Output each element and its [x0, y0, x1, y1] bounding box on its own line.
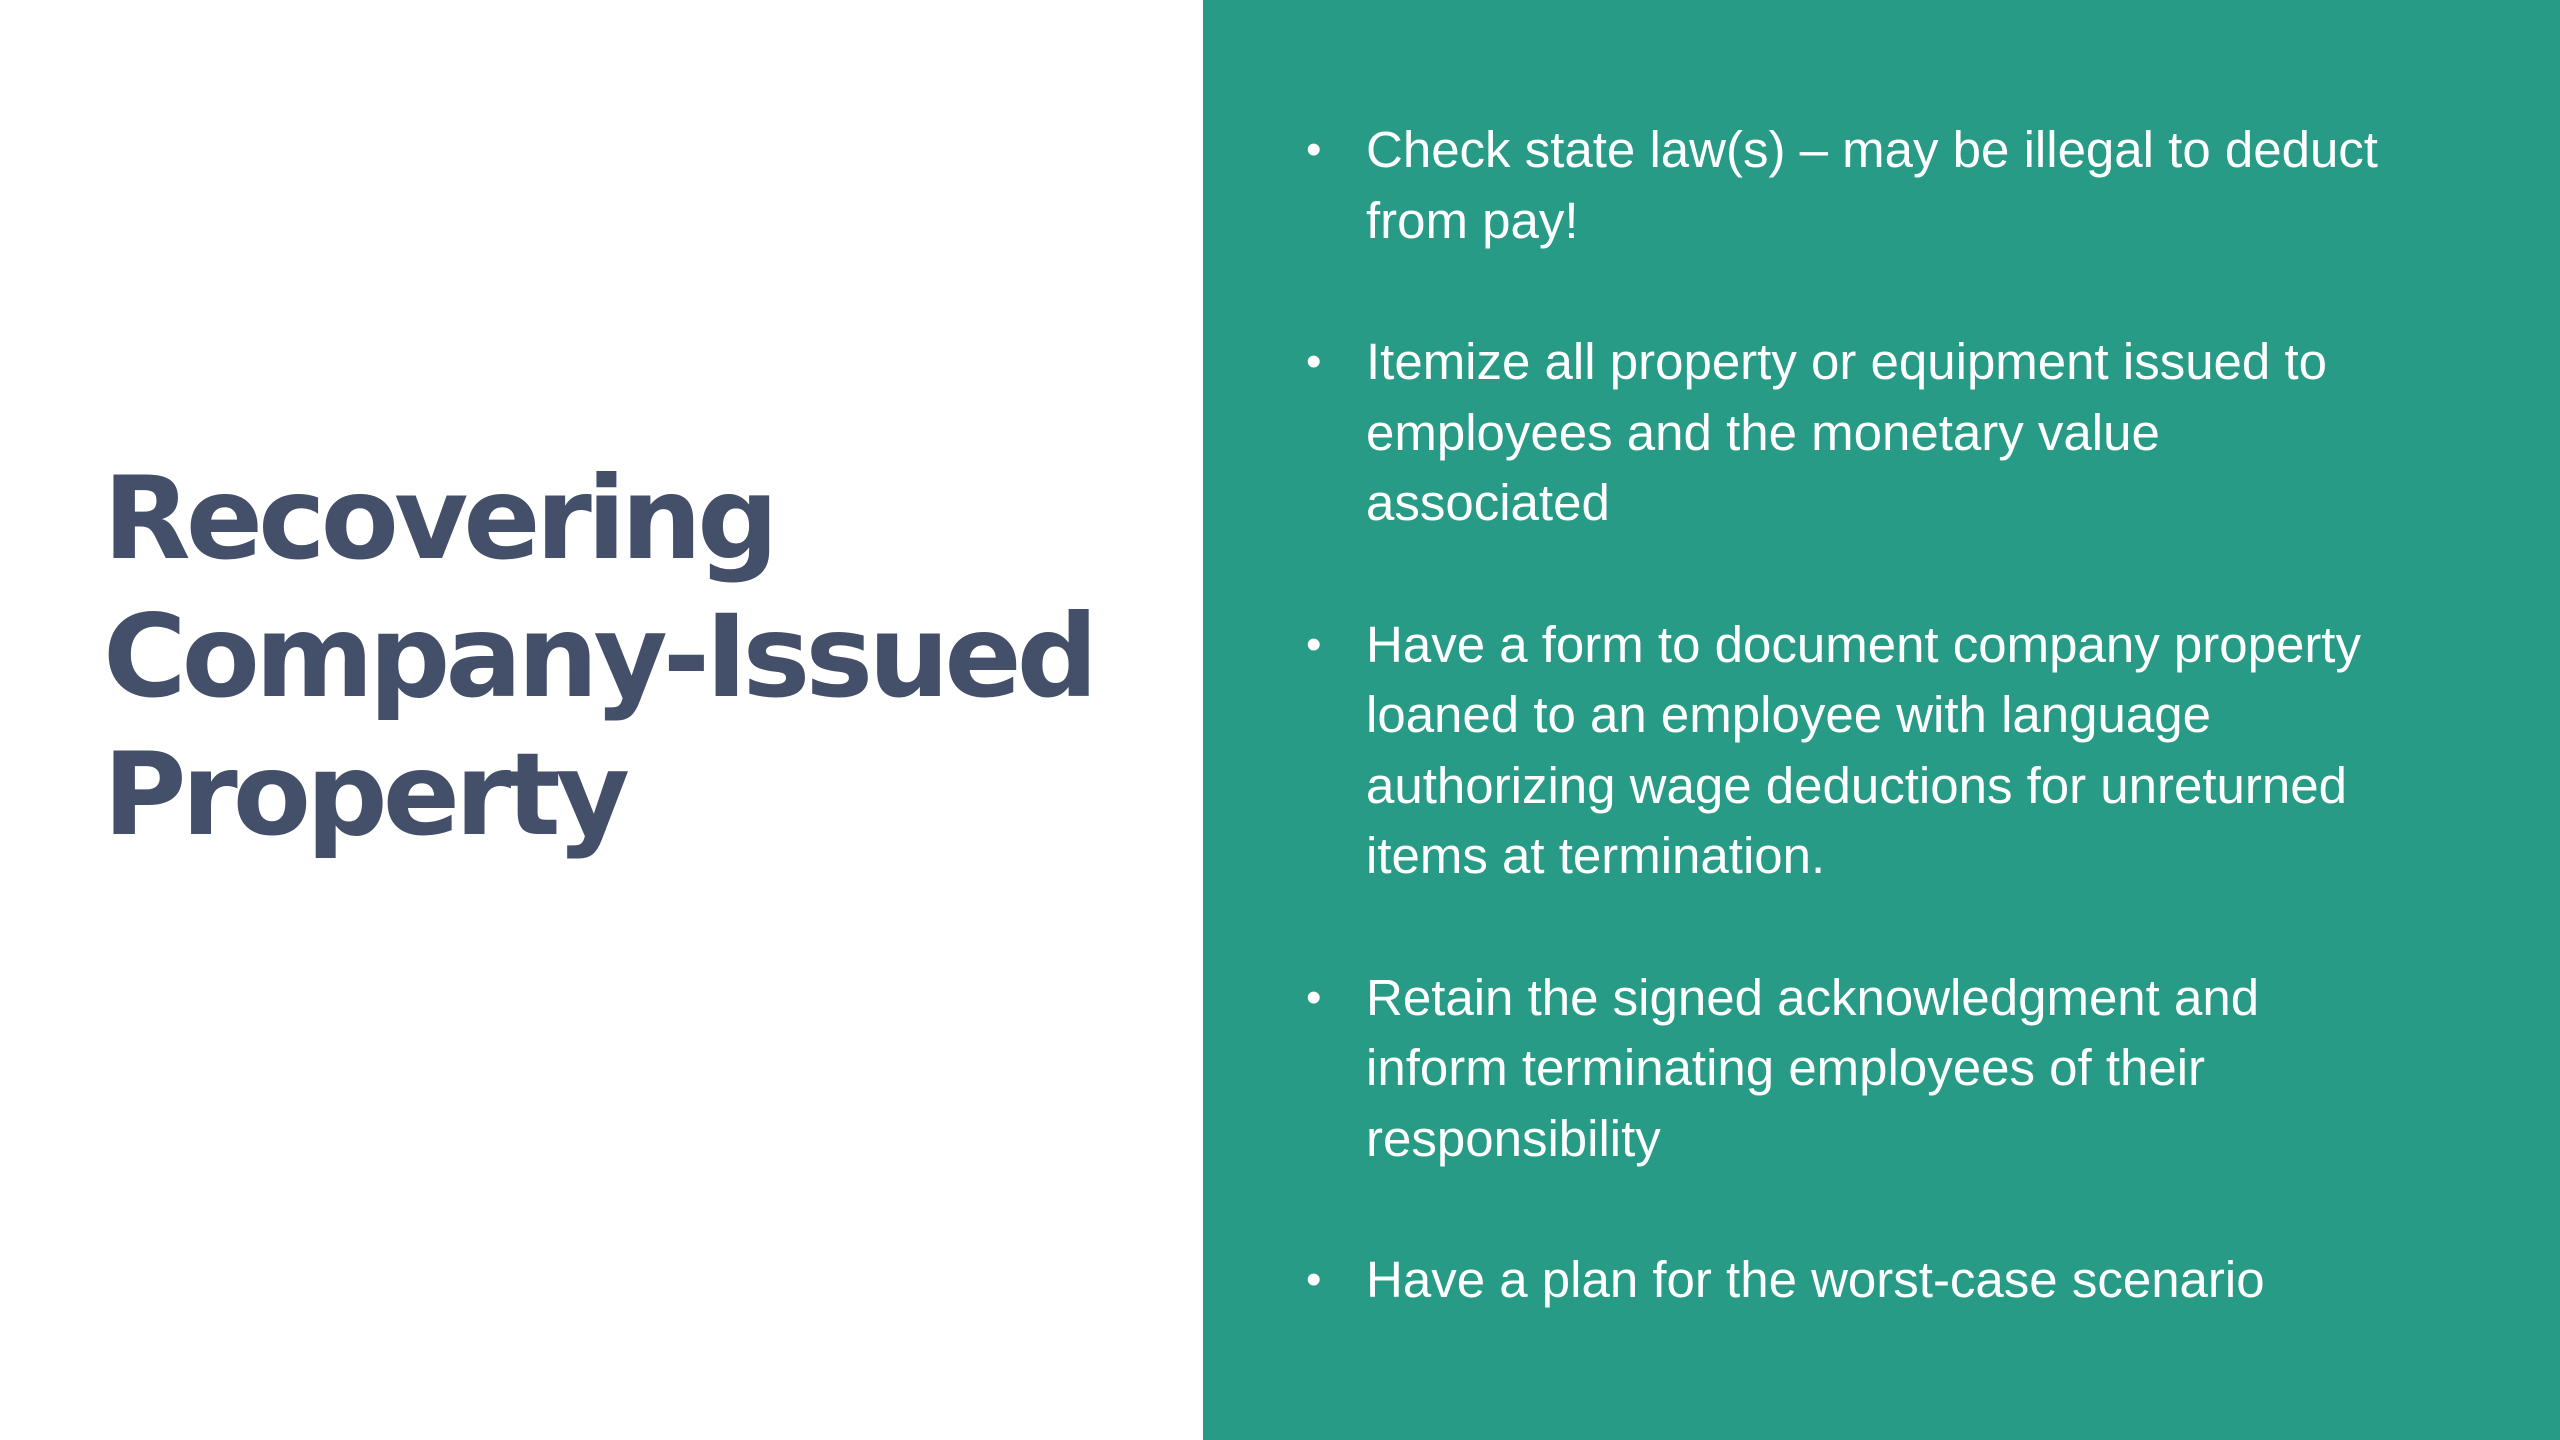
- bullet-item: [1306, 1245, 2506, 1316]
- bullet-text: [1366, 1245, 2506, 1316]
- bullet-line: items at termination.: [1366, 827, 1826, 884]
- bullet-line: Have a plan for the worst-case scenario: [1366, 1251, 2265, 1308]
- bullet-line: employees and the monetary value: [1366, 403, 2160, 461]
- slide-title-line: Company-Issued: [103, 590, 1094, 723]
- bullet-line: Itemize all property or equipment issued to: [1366, 333, 2327, 390]
- bullet-icon: •: [1306, 1255, 1322, 1304]
- bullet-line: inform terminating employees of their: [1366, 1039, 2206, 1096]
- bullet-line: from pay!: [1366, 191, 1579, 249]
- bullet-icon: •: [1306, 619, 1322, 669]
- bullet-icon: •: [1306, 125, 1322, 174]
- bullet-list: [1306, 115, 2506, 1387]
- bullet-line: associated: [1366, 474, 1610, 531]
- bullet-text: [1366, 610, 2506, 892]
- content-panel: [1203, 0, 2560, 1440]
- bullet-line: Have a form to document company property: [1366, 615, 2361, 673]
- bullet-line: responsibility: [1366, 1109, 1661, 1167]
- bullet-text: [1366, 963, 2506, 1175]
- bullet-item: [1306, 610, 2506, 892]
- bullet-item: [1306, 963, 2506, 1175]
- bullet-item: [1306, 115, 2506, 256]
- slide-title-line: Recovering: [103, 452, 774, 585]
- bullet-text: [1366, 327, 2506, 539]
- bullet-icon: •: [1306, 337, 1322, 386]
- bullet-line: loaned to an employee with language: [1366, 686, 2211, 743]
- bullet-icon: •: [1306, 972, 1322, 1022]
- bullet-item: [1306, 327, 2506, 539]
- bullet-line: authorizing wage deductions for unreturned: [1366, 756, 2347, 814]
- slide-title: [103, 450, 1093, 864]
- bullet-line: Check state law(s) – may be illegal to deduct: [1366, 121, 2378, 178]
- bullet-line: Retain the signed acknowledgment and: [1366, 968, 2260, 1026]
- bullet-text: [1366, 115, 2506, 256]
- slide-title-line: Property: [103, 728, 626, 861]
- title-panel: [0, 0, 1203, 1440]
